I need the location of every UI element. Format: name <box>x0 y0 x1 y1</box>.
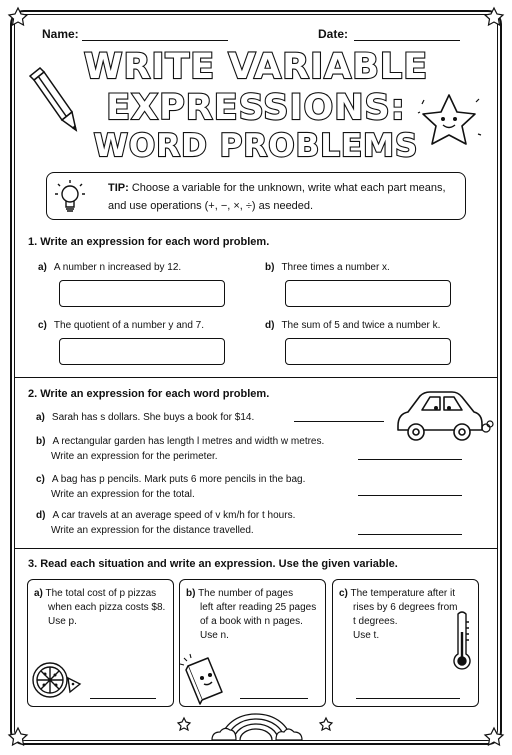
pencil-icon <box>26 66 82 146</box>
star-icon <box>9 8 27 25</box>
s2-answer-line-a[interactable] <box>294 421 384 422</box>
star-icon <box>9 728 27 745</box>
title-line-2: EXPRESSIONS: <box>106 88 406 128</box>
s2-question-d: d) A car travels at an average speed of v km/h for t hours. Write an expression for the distance travelled. <box>36 510 296 536</box>
s2-question-c: c) A bag has p pencils. Mark puts 6 more pencils in the bag. Write an expression for the total. <box>36 474 306 500</box>
s2-question-a: a) Sarah has s dollars. She buys a book for $14. <box>36 412 255 423</box>
lightbulb-icon <box>54 178 86 216</box>
s3-answer-line-b[interactable] <box>240 698 308 699</box>
s3-card-b-text: b) The number of pages left after reading 25 pages of a book with n pages. Use n. <box>186 588 317 641</box>
date-field[interactable] <box>354 40 460 41</box>
s3-card-a-text: a) The total cost of p pizzas when each pizza costs $8. Use p. <box>34 588 166 627</box>
s1-answer-box-c[interactable] <box>59 338 225 365</box>
star-icon <box>485 8 503 25</box>
s1-question-b: b) Three times a number x. <box>265 262 390 273</box>
s2-answer-line-d[interactable] <box>358 534 462 535</box>
s2-question-b: b) A rectangular garden has length l metres and width w metres. Write an expression for the perimeter. <box>36 436 325 462</box>
tip-text-block <box>108 179 458 215</box>
tip-text: Choose a variable for the unknown, write what each part means, and use operations (+, −, ×, ÷) as needed. <box>108 182 446 212</box>
section-divider <box>14 548 498 549</box>
rainbow-icon <box>170 704 342 744</box>
s1-question-a: a) A number n increased by 12. <box>38 262 182 273</box>
s3-answer-line-c[interactable] <box>356 698 460 699</box>
s1-answer-box-a[interactable] <box>59 280 225 307</box>
date-label: Date: <box>318 27 349 41</box>
section-3-title: 3. Read each situation and write an expression. Use the given variable. <box>28 558 398 570</box>
smiling-star-icon <box>418 92 480 150</box>
tip-label: TIP: <box>108 182 129 194</box>
name-label: Name: <box>42 27 79 41</box>
name-field[interactable] <box>82 40 228 41</box>
s3-answer-line-a[interactable] <box>90 698 156 699</box>
car-icon <box>392 386 492 446</box>
star-icon <box>485 728 503 745</box>
s1-question-c: c) The quotient of a number y and 7. <box>38 320 205 331</box>
s2-answer-line-c[interactable] <box>358 495 462 496</box>
title-line-1: WRITE VARIABLE <box>83 47 429 87</box>
thermometer-icon <box>450 610 474 672</box>
s1-answer-box-d[interactable] <box>285 338 451 365</box>
section-2-title: 2. Write an expression for each word problem. <box>28 388 270 400</box>
title-line-3: WORD PROBLEMS <box>93 128 419 164</box>
section-divider <box>14 377 498 378</box>
pizza-icon <box>30 656 84 702</box>
book-icon <box>180 654 228 704</box>
s1-answer-box-b[interactable] <box>285 280 451 307</box>
s3-card-c-text: c) The temperature after it rises by 6 degrees from t degrees. Use t. <box>339 588 458 641</box>
s1-question-d: d) The sum of 5 and twice a number k. <box>265 320 441 331</box>
s2-answer-line-b[interactable] <box>358 459 462 460</box>
section-1-title: 1. Write an expression for each word problem. <box>28 236 270 248</box>
